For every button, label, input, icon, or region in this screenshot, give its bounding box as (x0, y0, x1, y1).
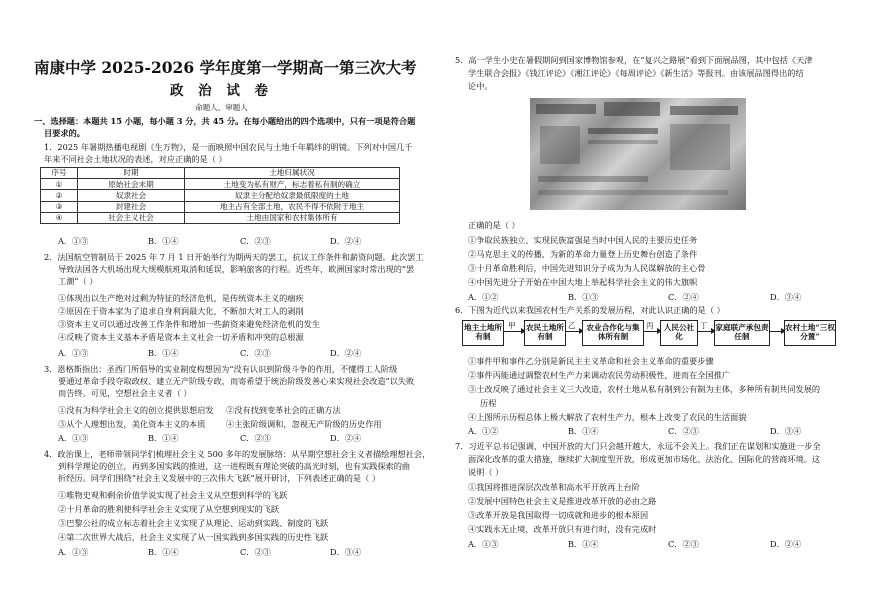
section-instruction-line2: 目要求的。 (44, 128, 85, 138)
q2-statement-1: ①体现出以生产绝对过剩为特征的经济危机，是传统资本主义的痼疾 (58, 293, 304, 303)
q2-statement-3: ③资本主义可以通过改善工作条件和增加一些薪资来避免经济危机的发生 (58, 319, 321, 329)
q5-statement-2: ②马克思主义的传播，为新的革命力量登上历史舞台创造了条件 (468, 249, 698, 259)
q7-statement-2: ②发展中国特色社会主义是推进改革开放的必由之路 (468, 496, 657, 506)
q2-stem-line2: 导致法国各大机场出现大规模航班取消和延误，影响旅客的行程。近些年，欧洲国家时常出现的“罢 (58, 264, 415, 274)
q2-statement-4: ④反映了资本主义基本矛盾是资本主义社会一切矛盾和冲突的总根源 (58, 332, 304, 342)
table-cell: ③ (41, 201, 78, 212)
table-cell: ① (41, 179, 78, 190)
q3-stem-line2: 要通过革命手段夺取政权、建立无产阶级专政，而寄希望于统治阶级发善心来实现社会改造”以失败 (58, 376, 415, 386)
q2-stem-line1: 2．法国航空管制员于 2025 年 7 月 1 日开始举行为期两天的罢工，抗议工作条件和薪资问题。此次罢工 (44, 252, 424, 262)
q7-statement-1: ①我国将推进深层次改革和高水平开放再上台阶 (468, 482, 640, 492)
q1-stem-line2: 年来不同社会土地状况的表述，对应正确的是（ ） (44, 154, 227, 164)
q5-option-b[interactable]: B．①③ (568, 292, 599, 302)
flow-box-landlord-ownership: 地主土地所有制 (462, 320, 504, 346)
q7-stem-line3: 说明（ ） (468, 467, 504, 477)
q5-statement-4: ④中国先进分子开始在中国大地上举起科学社会主义的伟大旗帜 (468, 277, 698, 287)
flow-label-bing: 丙 (646, 321, 654, 330)
q2-option-b[interactable]: B．①④ (148, 348, 179, 358)
q7-option-c[interactable]: C．②③ (668, 539, 699, 549)
q5-statement-3: ③十月革命胜利后，中国先进知识分子成为为人民谋解放的主心骨 (468, 263, 706, 273)
flow-box-three-rights: 农村土地“三权分置” (784, 320, 836, 346)
table-row (41, 201, 400, 212)
q2-stem-line3: 工潮”（ ） (58, 276, 98, 286)
table-cell: 奴隶主分配给奴隶最低限度的土地 (185, 190, 400, 201)
q6-option-a[interactable]: A．①② (468, 426, 499, 436)
q1-option-b[interactable]: B．①④ (148, 236, 179, 246)
q4-statement-3: ③巴黎公社的成立标志着社会主义实现了从理论、运动到实践、制度的飞跃 (58, 518, 329, 528)
q3-stem-line1: 3．恩格斯指出：圣西门所倡导的实业制度构想因为“没有认识到阶级斗争的作用，不懂得工人阶级 (44, 364, 398, 374)
q5-stem-line2: 学生联合会报》《钱江评论》《湘江评论》《每周评论》《新生活》等报刊。由该展品图得出的结 (468, 68, 804, 78)
q6-option-b[interactable]: B．①④ (568, 426, 599, 436)
q3-option-b[interactable]: B．①④ (148, 433, 179, 443)
q1-stem-line1: 1．2025 年暑期热播电视剧《生万物》，是一面映照中国农民与土地千年羁绊的明镜。下列对中国几千 (44, 142, 413, 152)
flow-box-peasant-ownership: 农民土地所有制 (524, 320, 566, 346)
table-cell: 土地由国家和农村集体所有 (185, 212, 400, 223)
q1-option-a[interactable]: A．①③ (58, 236, 89, 246)
flow-box-household-responsibility: 家庭联产承包责任制 (714, 320, 770, 346)
q3-statement-4: ④主张阶级调和，忽视无产阶级的历史作用 (226, 419, 382, 429)
flow-box-commune: 人民公社化 (660, 320, 698, 346)
q2-option-c[interactable]: C．②③ (240, 348, 271, 358)
table-row (41, 212, 400, 223)
table-row (41, 190, 400, 201)
table-row (41, 179, 400, 190)
table-header-row (41, 168, 400, 179)
q4-option-c[interactable]: C．②③ (240, 547, 271, 557)
q2-option-a[interactable]: A．①③ (58, 348, 89, 358)
q5-option-d[interactable]: D．③④ (770, 292, 802, 302)
q7-option-a[interactable]: A．①③ (468, 539, 499, 549)
flow-box-cooperative: 农业合作化与集体所有制 (582, 320, 644, 346)
q4-option-a[interactable]: A．①③ (58, 547, 89, 557)
table-cell: ② (41, 190, 78, 201)
q5-stem-line3: 论中。 (468, 81, 493, 91)
table-header: 时期 (78, 168, 185, 179)
table-cell: 土地变为私有财产，标志着私有制的确立 (185, 179, 400, 190)
exam-subtitle: 政 治 试 卷 (169, 83, 274, 99)
q5-option-c[interactable]: C．②④ (668, 292, 699, 302)
q2-option-d[interactable]: D．②④ (330, 348, 362, 358)
q6-statement-4: ④上图所示历程总体上极大解放了农村生产力，根本上改变了农民的生活面貌 (468, 412, 747, 422)
q6-statement-2: ②事件丙能通过调整农村生产力来调动农民劳动积极性，进而在全国推广 (468, 370, 731, 380)
q7-stem-line2: 面深化改革的重大措施，继续扩大制度型开放，形成更加市场化、法治化、国际化的营商环境。这 (468, 454, 821, 464)
q5-stem-line1: 5．高一学生小史在暑假期间到国家博物馆参观，在“复兴之路展”看到下面展品图，其中包括《天津 (455, 55, 813, 65)
q6-statement-1: ①事件甲和事件乙分别是新民主主义革命和社会主义革命的重要步骤 (468, 356, 714, 366)
q6-stem-line1: 6．下图为近代以来我国农村生产关系的发展历程，对此认识正确的是（ ） (455, 305, 725, 315)
exam-authors: 命题人、审题人 (195, 103, 248, 112)
flow-arrow (504, 331, 524, 332)
q3-statement-2: ②没有找到变革社会的正确方法 (226, 405, 341, 415)
q4-stem-line2: 到科学理论的创立，再到多国实践的推进，这一进程既有理论突破的高光时刻，也有实践探索的曲 (58, 461, 411, 471)
q5-option-a[interactable]: A．①② (468, 292, 499, 302)
q6-option-d[interactable]: D．③④ (770, 426, 802, 436)
q4-option-d[interactable]: D．③④ (330, 547, 362, 557)
q3-option-d[interactable]: D．②④ (330, 433, 362, 443)
q3-statement-3: ③从个人理想出发，美化资本主义的本质 (58, 419, 206, 429)
section-instruction-line1: 一、选择题：本题共 15 小题，每小题 3 分，共 45 分。在每小题给出的四个选项中，只有一项是符合题 (34, 116, 416, 126)
q4-stem-line3: 折经历。同学们围绕“社会主义发展中的三次伟大飞跃”展开研讨，下列表述正确的是（ ） (58, 473, 381, 483)
q7-option-d[interactable]: D．②④ (770, 539, 802, 549)
q4-statement-4: ④第二次世界大战后，社会主义实现了从一国实践到多国实践的历史性飞跃 (58, 532, 329, 542)
table-cell: 奴隶社会 (78, 190, 185, 201)
exam-title: 南康中学 2025-2026 学年度第一学期高一第三次大考 (34, 58, 417, 77)
q3-option-c[interactable]: C．②③ (240, 433, 271, 443)
q6-statement-3: ③土改反映了通过社会主义三大改造，农村土地从私有制到公有制为主体，多种所有制共同发展的 (468, 384, 821, 394)
newspaper-exhibit-photo (530, 98, 746, 210)
q4-stem-line1: 4．政治课上，老师带领同学们梳理社会主义 500 多年的发展脉络：从早期空想社会主义者描绘理想社会， (44, 449, 431, 459)
q4-option-b[interactable]: B．①④ (148, 547, 179, 557)
flow-arrow (644, 331, 660, 332)
flow-label-ding: 丁 (700, 321, 708, 330)
q1-table (40, 167, 400, 224)
flow-arrow (566, 331, 582, 332)
table-cell: ④ (41, 212, 78, 223)
q6-statement-3-cont: 历程 (480, 398, 497, 408)
q4-statement-2: ②十月革命的胜利使科学社会主义实现了从空想到现实的飞跃 (58, 504, 280, 514)
table-header: 序号 (41, 168, 78, 179)
q7-option-b[interactable]: B．①④ (568, 539, 599, 549)
q3-option-a[interactable]: A．①③ (58, 433, 89, 443)
flow-arrow (770, 331, 784, 332)
q1-option-d[interactable]: D．②④ (330, 236, 362, 246)
table-cell: 社会主义社会 (78, 212, 185, 223)
q4-statement-1: ①唯物史观和剩余价值学说实现了社会主义从空想到科学的飞跃 (58, 490, 288, 500)
q7-statement-4: ④实践永无止境，改革开放只有进行时，没有完成时 (468, 524, 657, 534)
table-cell: 原始社会末期 (78, 179, 185, 190)
table-cell: 地主占有全部土地，农民不得不依附于地主 (185, 201, 400, 212)
table-cell: 封建社会 (78, 201, 185, 212)
q7-statement-3: ③改革开放是我国取得一切成就和进步的根本原因 (468, 510, 649, 520)
q5-statement-1: ①争取民族独立、实现民族富强是当时中国人民的主要历史任务 (468, 235, 698, 245)
flow-label-jia: 甲 (508, 321, 516, 330)
q3-statement-1: ①没有为科学社会主义的创立提供思想启发 (58, 405, 214, 415)
q5-question: 正确的是（ ） (468, 220, 520, 230)
q1-option-c[interactable]: C．②③ (240, 236, 271, 246)
q7-stem-line1: 7．习近平总书记强调，中国开放的大门只会越开越大，永远不会关上。我们正在谋划和实施进一步全 (455, 441, 821, 451)
q3-stem-line3: 而告终。可见，空想社会主义者（ ） (58, 388, 192, 398)
q6-option-c[interactable]: C．②③ (668, 426, 699, 436)
table-header: 土地归属状况 (185, 168, 400, 179)
flow-arrow (698, 331, 714, 332)
q2-statement-2: ②原因在于资本家为了追求自身利润最大化，不断加大对工人的剥削 (58, 306, 304, 316)
flow-label-yi: 乙 (568, 321, 576, 330)
